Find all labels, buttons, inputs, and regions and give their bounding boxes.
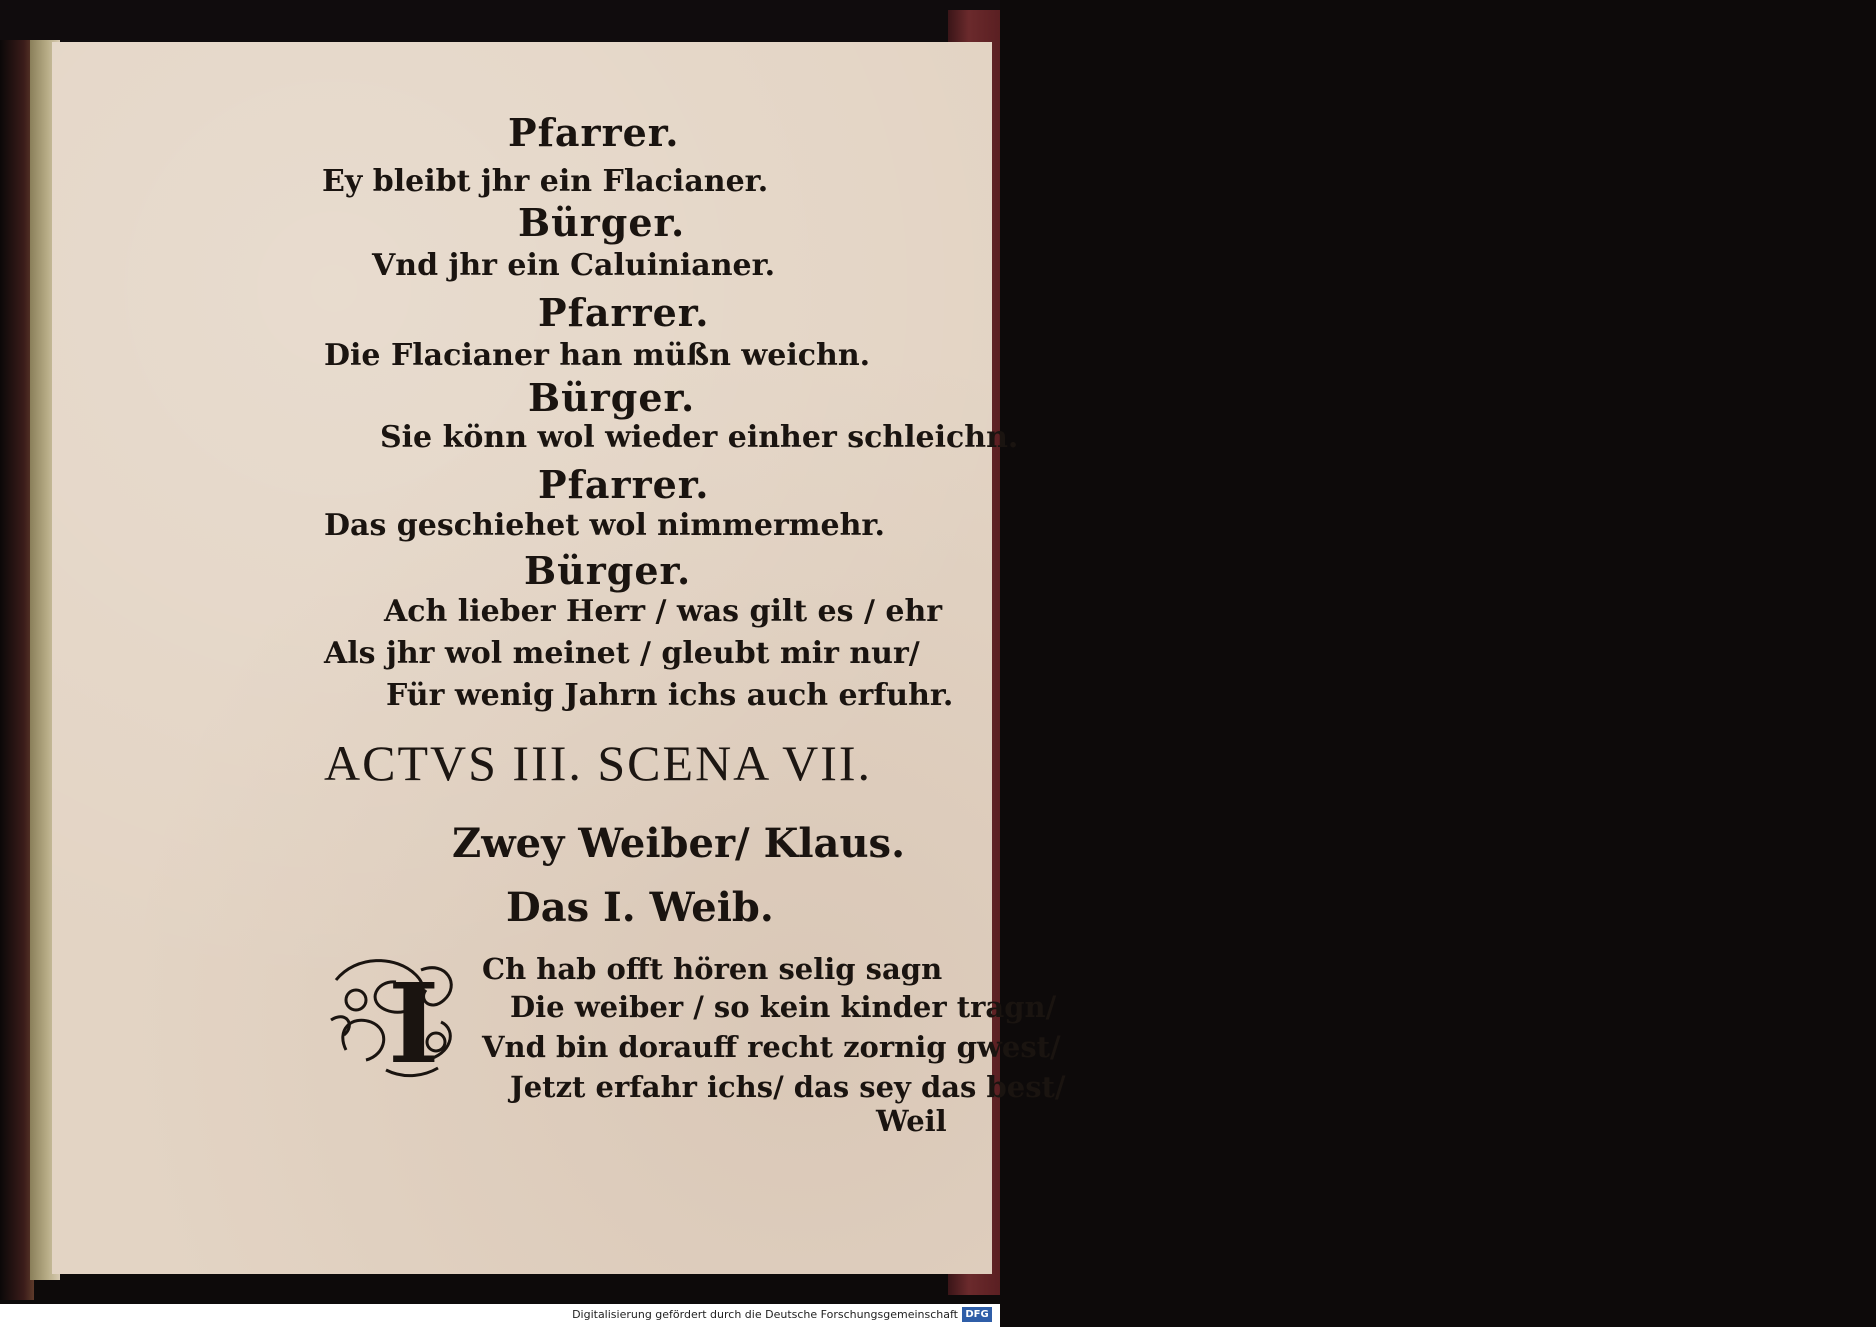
decorated-initial-letter bbox=[326, 950, 464, 1088]
speaker-heading: Pfarrer. bbox=[538, 462, 710, 507]
speaker-heading: Bürger. bbox=[518, 200, 686, 245]
speaker-heading: Bürger. bbox=[524, 548, 692, 593]
footer-bar bbox=[0, 1304, 1000, 1327]
verse-line: Ch hab offt hören selig sagn bbox=[482, 952, 943, 986]
dialogue-line: Das geschiehet wol nimmermehr. bbox=[324, 508, 885, 543]
dialogue-line: Als jhr wol meinet / gleubt mir nur/ bbox=[324, 636, 920, 671]
dialogue-line: Ey bleibt jhr ein Flacianer. bbox=[322, 164, 769, 199]
verse-line: Die weiber / so kein kinder tragn/ bbox=[510, 990, 1057, 1024]
scan-background-top bbox=[0, 0, 1000, 42]
initial-letter-glyph: I bbox=[388, 959, 440, 1088]
speaker-heading: Bürger. bbox=[528, 375, 696, 420]
book-cover-left bbox=[0, 40, 34, 1300]
dialogue-line: Für wenig Jahrn ichs auch erfuhr. bbox=[386, 678, 954, 713]
dialogue-line: Sie könn wol wieder einher schleichn. bbox=[380, 420, 1019, 455]
scene-heading: ACTVS III. SCENA VII. bbox=[324, 735, 873, 791]
speaker-heading: Pfarrer. bbox=[538, 290, 710, 335]
catchword: Weil bbox=[876, 1104, 947, 1138]
dfg-logo-icon: DFG bbox=[962, 1307, 992, 1322]
dialogue-line: Vnd jhr ein Caluinianer. bbox=[372, 248, 776, 283]
footer-credit: Digitalisierung gefördert durch die Deutsche Forschungsgemeinschaft bbox=[572, 1308, 958, 1321]
persons-heading: Zwey Weiber/ Klaus. bbox=[452, 820, 905, 867]
dialogue-line: Ach lieber Herr / was gilt es / ehr bbox=[384, 594, 943, 629]
speaker-heading: Pfarrer. bbox=[508, 110, 680, 155]
verse-line: Vnd bin dorauff recht zornig gwest/ bbox=[482, 1030, 1061, 1064]
speaker-heading-weib: Das I. Weib. bbox=[506, 884, 774, 931]
verse-line: Jetzt erfahr ichs/ das sey das best/ bbox=[510, 1070, 1066, 1104]
dialogue-line: Die Flacianer han müßn weichn. bbox=[324, 338, 871, 373]
